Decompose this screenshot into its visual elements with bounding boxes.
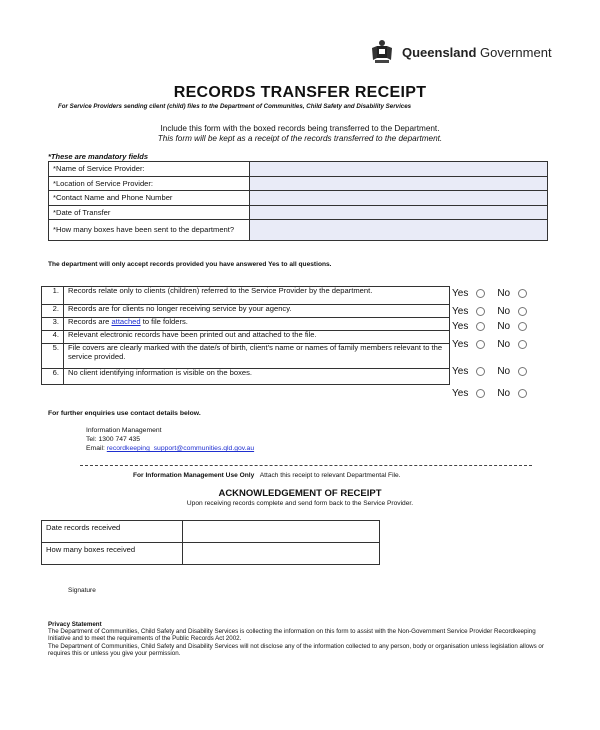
receipt-table bbox=[41, 520, 380, 565]
field-label: *Date of Transfer bbox=[49, 205, 250, 220]
provider-name-field[interactable] bbox=[250, 162, 548, 177]
question-text: Records are attached to file folders. bbox=[64, 318, 450, 331]
question-text: Relevant electronic records have been printed out and attached to the file. bbox=[64, 331, 450, 344]
instruction-2: This form will be kept as a receipt of the records transferred to the department. bbox=[157, 134, 443, 143]
q6-yes-radio[interactable] bbox=[476, 389, 485, 398]
q4-no-radio[interactable] bbox=[518, 340, 527, 349]
accept-note: The department will only accept records provided you have answered Yes to all questions. bbox=[48, 261, 332, 268]
q3-answer: Yes No bbox=[452, 321, 539, 332]
contact-org: Information Management bbox=[86, 427, 162, 434]
receipt-label: Date records received bbox=[42, 521, 183, 543]
q2-no-radio[interactable] bbox=[518, 307, 527, 316]
q1-answer: Yes No bbox=[452, 288, 539, 299]
q5-no-radio[interactable] bbox=[518, 367, 527, 376]
contact-email-link[interactable]: recordkeeping_support@communities.qld.gov.au bbox=[106, 445, 255, 452]
contact-field[interactable] bbox=[250, 191, 548, 206]
contact-details: Information Management Tel: 1300 747 435 Email: recordkeeping_support@communities.qld.gov.au bbox=[86, 427, 255, 452]
field-label: *Contact Name and Phone Number bbox=[49, 191, 250, 206]
contact-tel: Tel: 1300 747 435 bbox=[86, 436, 141, 443]
acknowledgement-note: Upon receiving records complete and send form back to the Service Provider. bbox=[186, 500, 414, 507]
q3-no-radio[interactable] bbox=[518, 322, 527, 331]
q4-answer: Yes No bbox=[452, 339, 539, 350]
q3-yes-radio[interactable] bbox=[476, 322, 485, 331]
brand-rest: Government bbox=[476, 44, 552, 60]
q5-yes-radio[interactable] bbox=[476, 367, 485, 376]
q1-no-radio[interactable] bbox=[518, 289, 527, 298]
provider-details-table bbox=[48, 161, 548, 241]
acknowledgement-title: ACKNOWLEDGEMENT OF RECEIPT bbox=[218, 488, 382, 499]
queensland-government-logo bbox=[368, 38, 552, 66]
q4-yes-radio[interactable] bbox=[476, 340, 485, 349]
question-number: 3. bbox=[42, 318, 64, 331]
q5-answer: Yes No bbox=[452, 366, 539, 377]
privacy-heading: Privacy Statement bbox=[48, 621, 102, 628]
question-text: Records are for clients no longer receiving service by your agency. bbox=[64, 305, 450, 318]
q6-answer: Yes No bbox=[452, 388, 539, 399]
enquiries-heading: For further enquiries use contact details below. bbox=[48, 410, 201, 417]
q2-answer: Yes No bbox=[452, 306, 539, 317]
field-label: *Location of Service Provider: bbox=[49, 176, 250, 191]
provider-location-field[interactable] bbox=[250, 176, 548, 191]
transfer-date-field[interactable] bbox=[250, 205, 548, 220]
date-received-field[interactable] bbox=[183, 521, 380, 543]
receipt-label: How many boxes received bbox=[42, 543, 183, 565]
checklist-table bbox=[41, 286, 450, 385]
signature-label: Signature bbox=[68, 587, 96, 594]
boxes-received-field[interactable] bbox=[183, 543, 380, 565]
privacy-line-1: The Department of Communities, Child Safety and Disability Services is collecting the information on this form to assist with the Non-Government Service Provider Recordkeeping Initiative and to meet the requirements of the Public Records Act 2002. bbox=[48, 628, 536, 643]
question-number: 6. bbox=[42, 369, 64, 385]
question-number: 2. bbox=[42, 305, 64, 318]
q2-yes-radio[interactable] bbox=[476, 307, 485, 316]
question-number: 1. bbox=[42, 287, 64, 305]
question-number: 4. bbox=[42, 331, 64, 344]
divider bbox=[80, 465, 532, 466]
q1-yes-radio[interactable] bbox=[476, 289, 485, 298]
im-use-note: For Information Management Use Only Attach this receipt to relevant Departmental File. bbox=[133, 472, 401, 479]
field-label: *How many boxes have been sent to the department? bbox=[49, 220, 250, 241]
field-label: *Name of Service Provider: bbox=[49, 162, 250, 177]
privacy-statement bbox=[48, 621, 548, 657]
privacy-line-2: The Department of Communities, Child Safety and Disability Services will not disclose any of the information collected to any person, body or organisation unless legislation allows or requires this or unless you give your permission. bbox=[48, 642, 544, 657]
q6-no-radio[interactable] bbox=[518, 389, 527, 398]
instruction-1: Include this form with the boxed records being transferred to the Department. bbox=[160, 124, 440, 133]
page-title: RECORDS TRANSFER RECEIPT bbox=[173, 84, 427, 101]
coat-of-arms-icon bbox=[368, 38, 396, 66]
mandatory-note: *These are mandatory fields bbox=[48, 152, 149, 161]
brand-bold: Queensland bbox=[402, 44, 477, 60]
boxes-sent-field[interactable] bbox=[250, 220, 548, 241]
question-text: Records relate only to clients (children) referred to the Service Provider by the department. bbox=[64, 287, 450, 305]
attached-link[interactable]: attached bbox=[111, 317, 141, 326]
question-number: 5. bbox=[42, 344, 64, 369]
subtitle: For Service Providers sending client (child) files to the Department of Communities, Child Safety and Disability Services bbox=[58, 103, 412, 110]
question-text: File covers are clearly marked with the date/s of birth, client's name or names of family members relevant to the service provided. bbox=[64, 344, 450, 369]
question-text: No client identifying information is visible on the boxes. bbox=[64, 369, 450, 385]
